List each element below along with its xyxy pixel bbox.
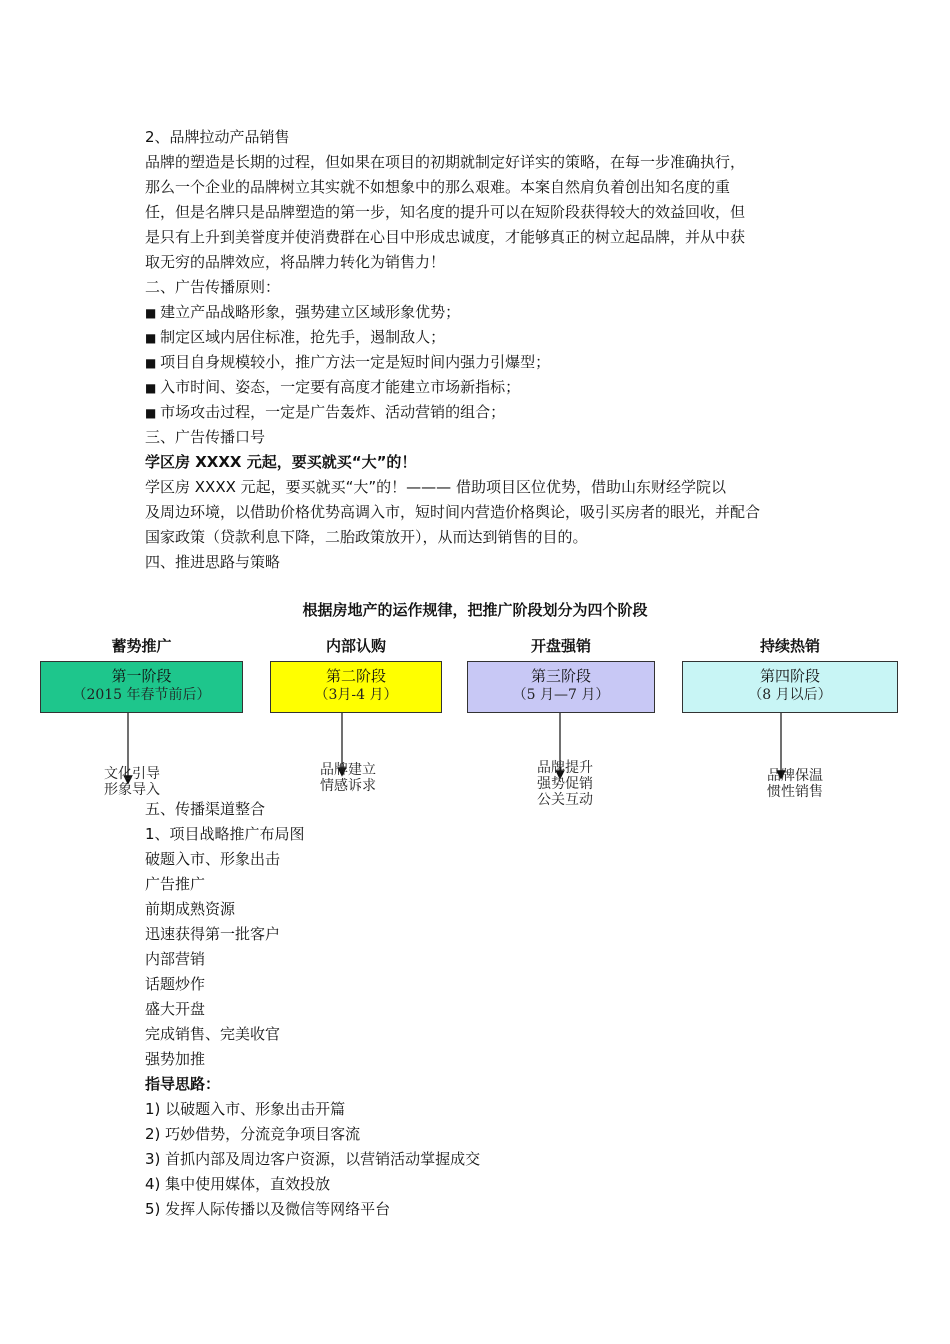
stage-name: 第二阶段	[325, 667, 386, 685]
section-heading-brand-sales: 2、品牌拉动产品销售	[145, 128, 290, 146]
stage-box-4	[682, 661, 898, 713]
list-item: 广告推广	[145, 875, 206, 893]
paragraph-line: 那么一个企业的品牌树立其实就不如想象中的那么艰难。本案自然肩负着创出知名度的重	[145, 178, 731, 196]
stage-date: （5 月—7 月）	[512, 687, 610, 703]
list-item: 强势加推	[145, 1050, 206, 1068]
bullet-item: ■ 制定区域内居住标准，抢先手，遏制敌人；	[145, 325, 445, 351]
stage-name: 第一阶段	[111, 667, 172, 685]
stage-box-2	[270, 661, 442, 713]
list-item: 盛大开盘	[145, 1000, 206, 1018]
list-item: 前期成熟资源	[145, 900, 236, 918]
list-item: 破题入市、形象出击	[145, 850, 281, 868]
guidance-item: 1) 以破题入市、形象出击开篇	[145, 1100, 346, 1118]
paragraph-line: 品牌的塑造是长期的过程，但如果在项目的初期就制定好详实的策略，在每一步准确执行，	[145, 153, 746, 171]
guidance-item: 3) 首抓内部及周边客户资源，以营销活动掌握成交	[145, 1150, 481, 1168]
paragraph-line: 及周边环境，以借助价格优势高调入市，短时间内营造价格舆论，吸引买房者的眼光，并配合	[145, 503, 761, 521]
stage-note-1: 文化引导 形象导入	[104, 766, 160, 798]
stage-name: 第四阶段	[759, 667, 820, 685]
paragraph-line: 取无穷的品牌效应，将品牌力转化为销售力！	[145, 253, 446, 271]
stage-note-4: 品牌保温 惯性销售	[767, 768, 823, 800]
stage-box-1	[40, 661, 243, 713]
guidance-item: 5) 发挥人际传播以及微信等网络平台	[145, 1200, 391, 1218]
guidance-item: 4) 集中使用媒体，直效投放	[145, 1175, 331, 1193]
list-item: 内部营销	[145, 950, 206, 968]
list-item: 话题炒作	[145, 975, 206, 993]
section-heading-channels: 五、传播渠道整合	[145, 800, 266, 818]
bullet-item: ■ 入市时间、姿态，一定要有高度才能建立市场新指标；	[145, 375, 520, 401]
bullet-item: ■ 项目自身规模较小，推广方法一定是短时间内强力引爆型；	[145, 350, 550, 376]
stage-head-2: 内部认购	[325, 637, 386, 655]
stage-head-1: 蓄势推广	[111, 637, 172, 655]
stage-name: 第三阶段	[530, 667, 591, 685]
subheading-layout: 1、项目战略推广布局图	[145, 825, 305, 843]
stage-head-4: 持续热销	[759, 637, 820, 655]
paragraph-line: 国家政策（贷款利息下降，二胎政策放开），从而达到销售的目的。	[145, 528, 588, 546]
bullet-item: ■ 市场攻击过程，一定是广告轰炸、活动营销的组合；	[145, 400, 505, 426]
list-item: 完成销售、完美收官	[145, 1025, 281, 1043]
stage-box-3	[467, 661, 655, 713]
stage-head-3: 开盘强销	[530, 637, 591, 655]
diagram-title: 根据房地产的运作规律，把推广阶段划分为四个阶段	[302, 601, 648, 619]
section-heading-ad-principles: 二、广告传播原则：	[145, 278, 281, 296]
guidance-heading: 指导思路：	[145, 1075, 221, 1093]
stage-note-2: 品牌建立 情感诉求	[320, 762, 376, 794]
section-heading-strategy: 四、推进思路与策略	[145, 553, 281, 571]
stage-date: （2015 年春节前后）	[72, 687, 211, 703]
bullet-item: ■ 建立产品战略形象，强势建立区域形象优势；	[145, 300, 460, 326]
section-heading-slogan: 三、广告传播口号	[145, 428, 266, 446]
list-item: 迅速获得第一批客户	[145, 925, 281, 943]
stage-date: （3月-4 月）	[314, 687, 398, 703]
stage-date: （8 月以后）	[748, 687, 832, 703]
paragraph-line: 学区房 XXXX 元起，要买就买“大”的！——— 借助项目区位优势，借助山东财经学院以	[145, 478, 726, 496]
paragraph-line: 是只有上升到美誉度并使消费群在心目中形成忠诚度，才能够真正的树立起品牌，并从中获	[145, 228, 746, 246]
slogan-bold: 学区房 XXXX 元起，要买就买“大”的！	[145, 453, 417, 471]
guidance-item: 2) 巧妙借势，分流竞争项目客流	[145, 1125, 361, 1143]
paragraph-line: 任，但是名牌只是品牌塑造的第一步，知名度的提升可以在短阶段获得较大的效益回收，但	[145, 203, 746, 221]
stage-note-3: 品牌提升 强势促销 公关互动	[537, 760, 593, 808]
